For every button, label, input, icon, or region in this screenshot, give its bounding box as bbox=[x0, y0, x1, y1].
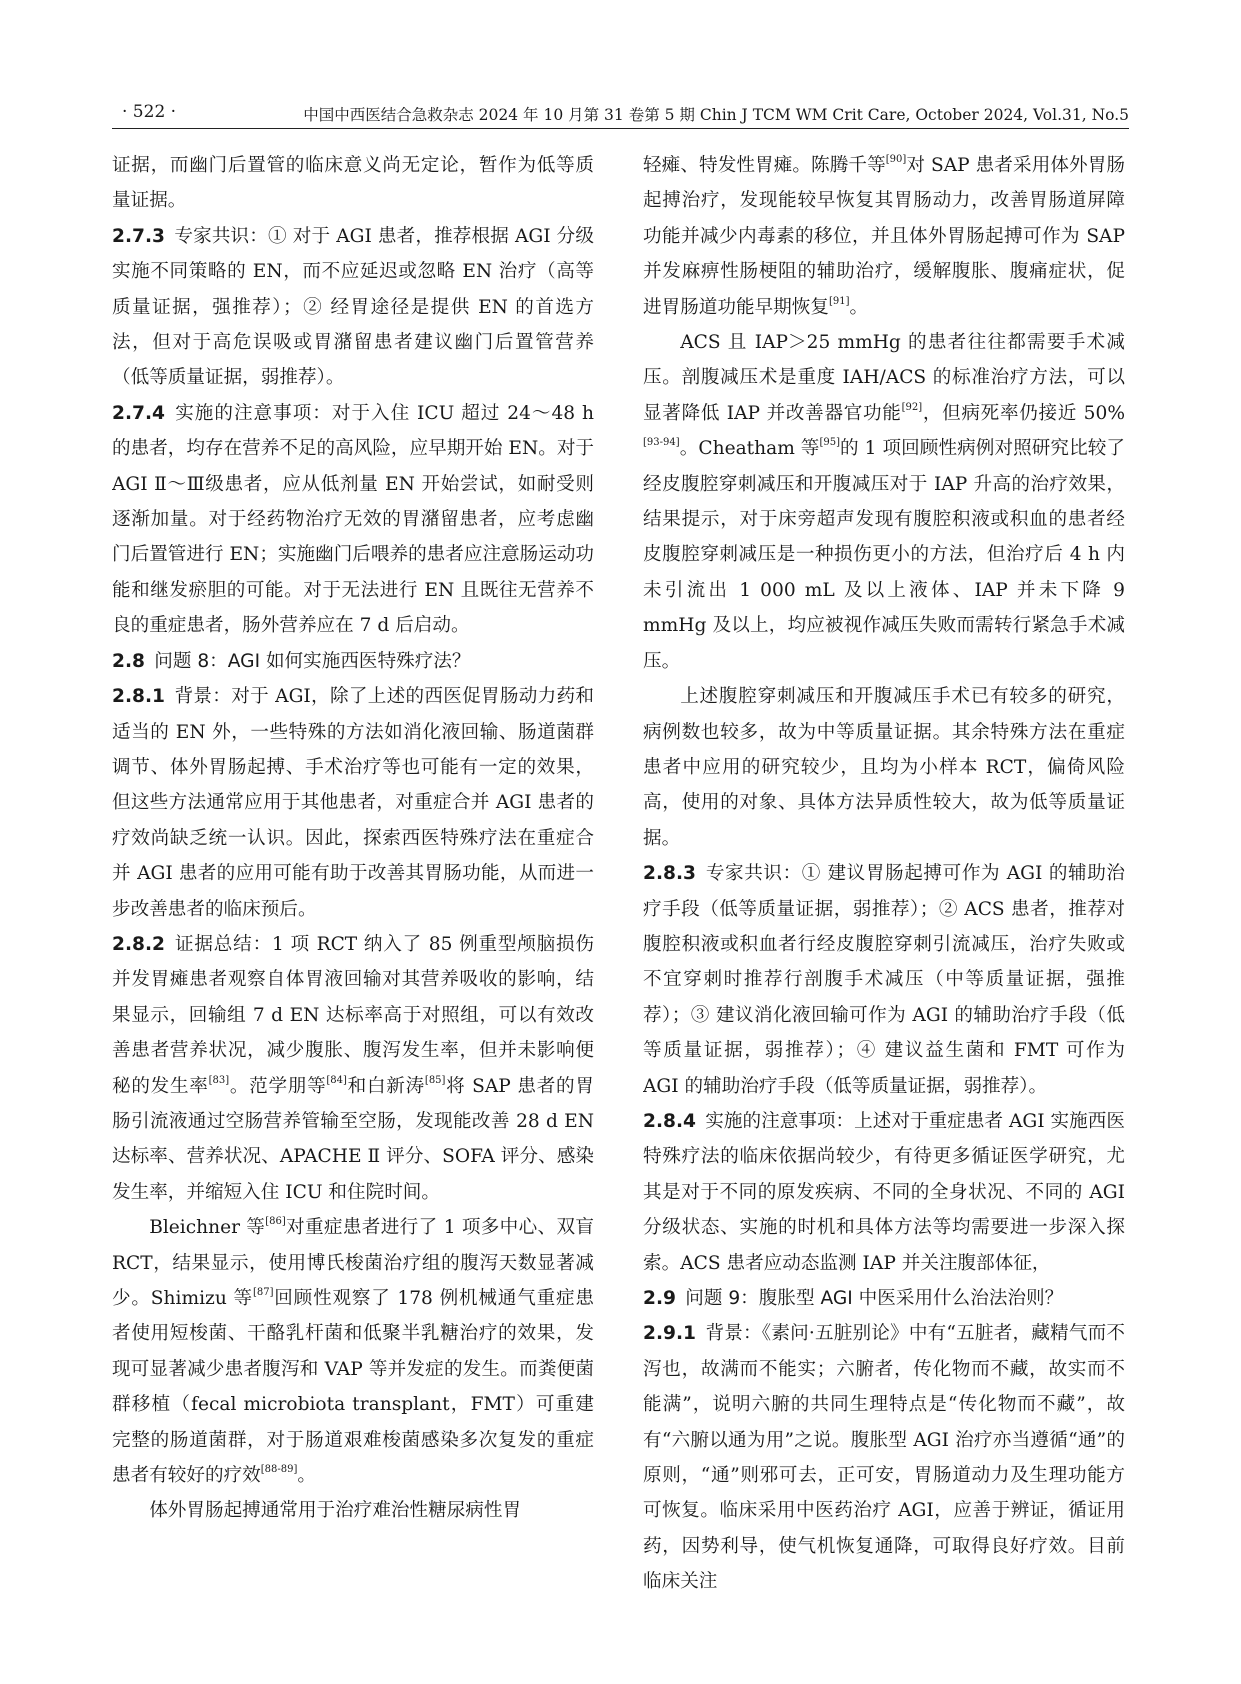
paragraph bbox=[643, 325, 1125, 679]
section-number: 2.8 bbox=[112, 650, 145, 672]
paragraph bbox=[112, 1210, 594, 1493]
section-number: 2.8.2 bbox=[112, 933, 165, 955]
section-number: 2.7.4 bbox=[112, 402, 165, 424]
section-text: 对于入住 ICU 超过 24～48 h 的患者，均存在营养不足的高风险，应早期开始 EN。对于 AGI Ⅱ～Ⅲ级患者，应从低剂量 EN 开始尝试，如耐受则逐渐加量。对于经药物治疗无效的胃潴留患者，应考虑幽门后置管进行 EN；实施幽门后喂养的患者应注意肠运动功能和继发瘀胆的可能。对于无法进行 EN 且既往无营养不良的重症患者，肠外营养应在 7 d 后启动。 bbox=[112, 402, 594, 637]
section-number: 2.8.3 bbox=[643, 863, 696, 885]
paragraph bbox=[643, 148, 1125, 325]
section-text: 将 SAP 患者的胃肠引流液通过空肠营养管输至空肠，发现能改善 28 d EN 达标率、营养状况、APACHE Ⅱ 评分、SOFA 评分、感染发生率，并缩短入住 ICU 和住院时间。 bbox=[112, 1075, 594, 1203]
section-text: 上述对于重症患者 AGI 实施西医特殊疗法的临床依据尚较少，有待更多循证医学研究，尤其是对于不同的原发疾病、不同的全身状况、不同的 AGI 分级状态、实施的时机和具体方法等均需要进一步深入探索。ACS 患者应动态监测 IAP 并关注腹部体征， bbox=[643, 1110, 1125, 1274]
section-2-8 bbox=[112, 644, 594, 679]
section-number: 2.8.4 bbox=[643, 1110, 696, 1132]
section-number: 2.9 bbox=[643, 1288, 676, 1309]
right-column bbox=[643, 148, 1125, 1668]
citation-ref: [88-89] bbox=[260, 1464, 298, 1476]
section-number: 2.7.3 bbox=[112, 225, 165, 247]
paragraph: 证据，而幽门后置管的临床意义尚无定论，暂作为低等质量证据。 bbox=[112, 155, 594, 212]
section-label: 实施的注意事项： bbox=[174, 402, 332, 424]
section-label: 证据总结： bbox=[174, 933, 272, 955]
section-text: 。范学朋等 bbox=[229, 1075, 327, 1097]
section-text: 《素问·五脏别论》中有“五脏者，藏精气而不泻也，故满而不能实；六腑者，传化物而不藏，故实而不能满”，说明六腑的共同生理特点是“传化物而不藏”，故有“六腑以通为用”之说。腹胀型 AGI 治疗亦当遵循“通”的原则，“通”则邪可去，正可安，胃肠道动力及生理功能方可恢复。临床采用中医药治疗 AGI，应善于辨证，循证用药，因势利导，使气机恢复通降，可取得良好疗效。目前临床关注 bbox=[643, 1323, 1125, 1593]
citation-ref: [95] bbox=[819, 437, 840, 449]
left-column bbox=[112, 148, 594, 1668]
running-header bbox=[112, 98, 1129, 129]
section-heading: 问题 9：腹胀型 AGI 中医采用什么治法治则？ bbox=[685, 1288, 1064, 1309]
section-label: 背景： bbox=[705, 1323, 762, 1345]
section-heading: 问题 8：AGI 如何实施西医特殊疗法？ bbox=[154, 650, 471, 672]
paragraph-text: 回顾性观察了 178 例机械通气重症患者使用短梭菌、干酪乳杆菌和低聚半乳糖治疗的效果，发现可显著减少患者腹泻和 VAP 等并发症的发生。而粪便菌群移植（fecal microbiota transplant，FMT）可重建完整的肠道菌群，对于肠道艰难梭菌感染多次复发的重症患者有较好的疗效 bbox=[112, 1288, 594, 1487]
citation-ref: [85] bbox=[424, 1074, 446, 1086]
section-label: 专家共识： bbox=[705, 863, 802, 885]
section-text: 1 项 RCT 纳入了 85 例重型颅脑损伤并发胃瘫患者观察自体胃液回输对其营养吸收的影响，结果显示，回输组 7 d EN 达标率高于对照组，可以有效改善患者营养状况，减少腹胀、腹泻发生率，但并未影响便秘的发生率 bbox=[112, 933, 594, 1097]
citation-ref: [87] bbox=[252, 1287, 274, 1298]
section-2-8-4 bbox=[643, 1104, 1125, 1281]
citation-ref: [91] bbox=[828, 295, 850, 307]
section-text: 对于 AGI，除了上述的西医促胃肠动力药和适当的 EN 外，一些特殊的方法如消化液回输、肠道菌群调节、体外胃肠起搏、手术治疗等也可能有一定的效果，但这些方法通常应用于其他患者，对重症合并 AGI 患者的疗效尚缺乏统一认识。因此，探索西医特殊疗法在重症合并 AGI 患者的应用可能有助于改善其胃肠功能，从而进一步改善患者的临床预后。 bbox=[112, 686, 594, 920]
paragraph-text: ，但病死率仍接近 50% bbox=[922, 402, 1125, 424]
citation-ref: [92] bbox=[901, 401, 923, 413]
section-label: 实施的注意事项： bbox=[705, 1110, 855, 1132]
paragraph-text: Bleichner 等 bbox=[149, 1217, 266, 1239]
citation-ref: [83] bbox=[208, 1074, 230, 1086]
paragraph-text: 的 1 项回顾性病例对照研究比较了经皮腹腔穿刺减压和开腹减压对于 IAP 升高的治疗效果，结果提示，对于床旁超声发现有腹腔积液或积血的患者经皮腹腔穿刺减压是一种损伤更小的方法，但治疗后 4 h 内未引流出 1 000 mL 及以上液体、IAP 并未下降 9 mmHg 及以上，均应被视作减压失败而需转行紧急手术减压。 bbox=[643, 438, 1125, 672]
paragraph-text: 。Cheatham 等 bbox=[679, 438, 820, 460]
section-text: 和白新涛 bbox=[346, 1075, 425, 1097]
paragraph: 上述腹腔穿刺减压和开腹减压手术已有较多的研究，病例数也较多，故为中等质量证据。其余特殊方法在重症患者中应用的研究较少，且均为小样本 RCT，偏倚风险高，使用的对象、具体方法异质性较大，故为低等质量证据。 bbox=[643, 686, 1125, 849]
section-number: 2.9.1 bbox=[643, 1323, 696, 1345]
section-label: 专家共识： bbox=[174, 225, 268, 247]
section-2-8-1 bbox=[112, 679, 594, 927]
paragraph-text: 对重症患者进行了 1 项多中心、双盲 RCT，结果显示，使用博氏梭菌治疗组的腹泻天数显著减少。Shimizu 等 bbox=[112, 1217, 594, 1309]
section-2-8-3 bbox=[643, 856, 1125, 1104]
paragraph-text: 对 SAP 患者采用体外胃肠起搏治疗，发现能较早恢复其胃肠动力，改善胃肠道屏障功能并减少内毒素的移位，并且体外胃肠起搏可作为 SAP 并发麻痹性肠梗阻的辅助治疗，缓解腹胀、腹痛症状，促进胃肠道功能早期恢复 bbox=[643, 155, 1125, 318]
section-2-8-2 bbox=[112, 927, 594, 1210]
section-2-7-3 bbox=[112, 219, 594, 396]
paragraph: 体外胃肠起搏通常用于治疗难治性糖尿病性胃 bbox=[149, 1500, 522, 1522]
section-2-9-1 bbox=[643, 1316, 1125, 1599]
citation-ref: [86] bbox=[265, 1216, 286, 1228]
section-text: ① 对于 AGI 患者，推荐根据 AGI 分级实施不同策略的 EN，而不应延迟或忽略 EN 治疗（高等质量证据，强推荐）；② 经胃途径是提供 EN 的首选方法，但对于高危误吸或胃潴留患者建议幽门后置管营养（低等质量证据，弱推荐）。 bbox=[112, 225, 594, 389]
section-label: 背景： bbox=[174, 686, 232, 708]
page-number: · 522 · bbox=[122, 102, 177, 122]
section-2-9 bbox=[643, 1281, 1125, 1316]
citation-ref: [90] bbox=[885, 154, 907, 165]
citation-ref: [84] bbox=[326, 1074, 347, 1086]
paragraph-text: 轻瘫、特发性胃瘫。陈腾千等 bbox=[643, 155, 886, 176]
section-number: 2.8.1 bbox=[112, 686, 165, 708]
journal-running-title: 中国中西医结合急救杂志 2024 年 10 月第 31 卷第 5 期 Chin J TCM WM Crit Care, October 2024, Vol.31, No.5 bbox=[303, 106, 1129, 124]
citation-ref: [93-94] bbox=[643, 437, 680, 449]
paragraph-text: ACS 且 IAP＞25 mmHg 的患者往往都需要手术减压。剖腹减压术是重度 IAH/ACS 的标准治疗方法，可以显著降低 IAP 并改善器官功能 bbox=[643, 332, 1125, 424]
paragraph-text: 。 bbox=[849, 296, 869, 318]
section-2-7-4 bbox=[112, 396, 594, 644]
section-text: ① 建议胃肠起搏可作为 AGI 的辅助治疗手段（低等质量证据，弱推荐）；② ACS 患者，推荐对腹腔积液或积血者行经皮腹腔穿刺引流减压，治疗失败或不宜穿刺时推荐行剖腹手术减压（中等质量证据，强推荐）；③ 建议消化液回输可作为 AGI 的辅助治疗手段（低等质量证据，弱推荐）；④ 建议益生菌和 FMT 可作为 AGI 的辅助治疗手段（低等质量证据，弱推荐）。 bbox=[643, 863, 1125, 1097]
paragraph-text: 。 bbox=[297, 1465, 317, 1487]
